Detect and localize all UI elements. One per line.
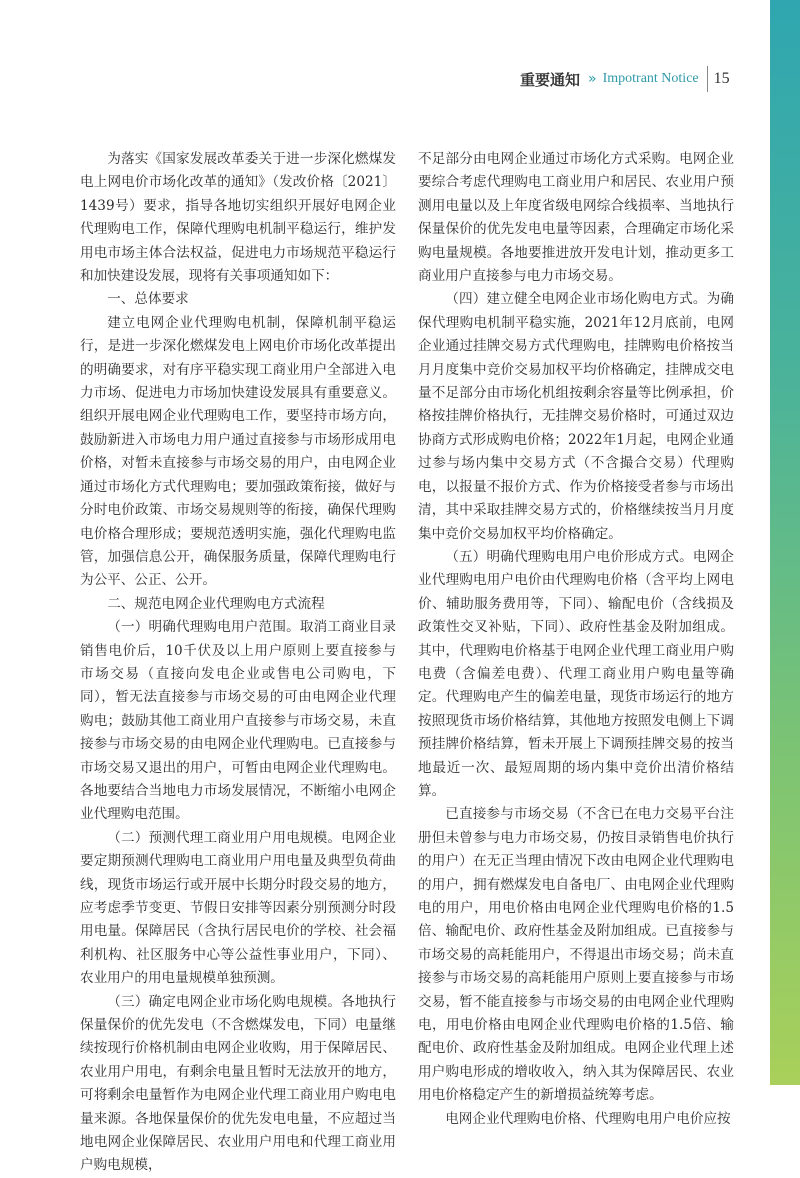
section-title-english: Impotrant Notice (602, 71, 699, 86)
section-heading: 二、规范电网企业代理购电方式流程 (107, 595, 325, 612)
paragraph: 已直接参与市场交易（不含已在电力交易平台注册但未曾参与电力市场交易，仍按目录销售电价执行的用户）在无正当理由情况下改由电网企业代理购电的用户，拥有燃煤发电自备电厂、由电网企业代理购电的用户，用电价格由电网企业代理购电价格的1.5倍、输配电价、政府性基金及附加组成。已直接参与市场交易的高耗能用户，不得退出市场交易；尚未直接参与市场交易的高耗能用户原则上要直接参与市场交易，暂不能直接参与市场交易的由电网企业代理购电，用电价格由电网企业代理购电价格的1.5倍、输配电价、政府性基金及附加组成。电网企业代理上述用户购电形成的增收收入，纳入其为保障居民、农业用电价格稳定产生的新增损益统筹考虑。 (418, 806, 734, 1104)
left-column (80, 148, 396, 1178)
section-heading: 一、总体要求 (107, 291, 189, 308)
header-divider (707, 66, 708, 92)
paragraph: （三）确定电网企业市场化购电规模。各地执行保量保价的优先发电（不含燃煤发电，下同）电量继续按现行价格机制由电网企业收购，用于保障居民、农业用户用电，有剩余电量且暂时无法放开的地方，可将剩余电量暂作为电网企业代理工商业用户购电电量来源。各地保量保价的优先发电电量，不应超过当地电网企业保障居民、农业用户用电和代理工商业用户购电规模， (80, 993, 396, 1174)
section-title: 重要通知 (520, 70, 581, 89)
side-color-bar (770, 0, 800, 1085)
paragraph: （五）明确代理购电用户电价形成方式。电网企业代理购电用户电价由代理购电价格（含平均上网电价、辅助服务费用等，下同）、输配电价（含线损及政策性交叉补贴，下同）、政府性基金及附加组成。其中，代理购电价格基于电网企业代理工商业用户购电费（含偏差电费）、代理工商业用户购电量等确定。代理购电产生的偏差电量，现货市场运行的地方按照现货市场价格结算，其他地方按照发电侧上下调预挂牌价格结算，暂未开展上下调预挂牌交易的按当地最近一次、最短周期的场内集中竞价出清价格结算。 (418, 548, 734, 799)
page-number: 15 (713, 70, 730, 87)
paragraph: （四）建立健全电网企业市场化购电方式。为确保代理购电机制平稳实施，2021年12月底前，电网企业通过挂牌交易方式代理购电，挂牌购电价格按当月月度集中竞价交易加权平均价格确定，挂牌成交电量不足部分由市场化机组按剩余容量等比例承担，价格按挂牌价格执行，无挂牌交易价格时，可通过双边协商方式形成购电价格；2022年1月起，电网企业通过参与场内集中交易方式（不含撮合交易）代理购电，以报量不报价方式、作为价格接受者参与市场出清，其中采取挂牌交易方式的，价格继续按当月月度集中竞价交易加权平均价格确定。 (418, 291, 734, 542)
paragraph: 电网企业代理购电价格、代理购电用户电价应按 (445, 1110, 731, 1127)
paragraph: （二）预测代理工商业用户用电规模。电网企业要定期预测代理购电工商业用户用电量及典型负荷曲线，现货市场运行或开展中长期分时段交易的地方，应考虑季节变更、节假日安排等因素分别预测分时段用电量。保障居民（含执行居民电价的学校、社会福利机构、社区服务中心等公益性事业用户，下同）、农业用户的用电量规模单独预测。 (80, 829, 396, 987)
page-header (520, 66, 730, 92)
paragraph-continued: 不足部分由电网企业通过市场化方式采购。电网企业要综合考虑代理购电工商业用户和居民、农业用户预测用电量以及上年度省级电网综合线损率、当地执行保量保价的优先发电电量等因素，合理确定市场化采购电量规模。各地要推进放开发电计划，推动更多工商业用户直接参与电力市场交易。 (418, 151, 734, 285)
right-column (418, 148, 734, 1131)
paragraph: 建立电网企业代理购电机制，保障机制平稳运行，是进一步深化燃煤发电上网电价市场化改革提出的明确要求，对有序平稳实现工商业用户全部进入电力市场、促进电力市场加快建设发展具有重要意义。组织开展电网企业代理购电工作，要坚持市场方向，鼓励新进入市场电力用户通过直接参与市场形成用电价格，对暂未直接参与市场交易的用户，由电网企业通过市场化方式代理购电；要加强政策衔接，做好与分时电价政策、市场交易规则等的衔接，确保代理购电价格合理形成；要规范透明实施，强化代理购电监管，加强信息公开，确保服务质量，保障代理购电行为公平、公正、公开。 (80, 314, 396, 589)
paragraph: 为落实《国家发展改革委关于进一步深化燃煤发电上网电价市场化改革的通知》（发改价格〔2021〕1439号）要求，指导各地切实组织开展好电网企业代理购电工作，保障代理购电机制平稳运行，维护发用电市场主体合法权益，促进电力市场规范平稳运行和加快建设发展，现将有关事项通知如下： (80, 151, 396, 285)
chevron-double-right-icon: » (588, 71, 597, 87)
paragraph: （一）明确代理购电用户范围。取消工商业目录销售电价后，10千伏及以上用户原则上要直接参与市场交易（直接向发电企业或售电公司购电，下同），暂无法直接参与市场交易的可由电网企业代理购电；鼓励其他工商业用户直接参与市场交易，未直接参与市场交易的由电网企业代理购电。已直接参与市场交易又退出的用户，可暂由电网企业代理购电。各地要结合当地电力市场发展情况，不断缩小电网企业代理购电范围。 (80, 619, 396, 823)
